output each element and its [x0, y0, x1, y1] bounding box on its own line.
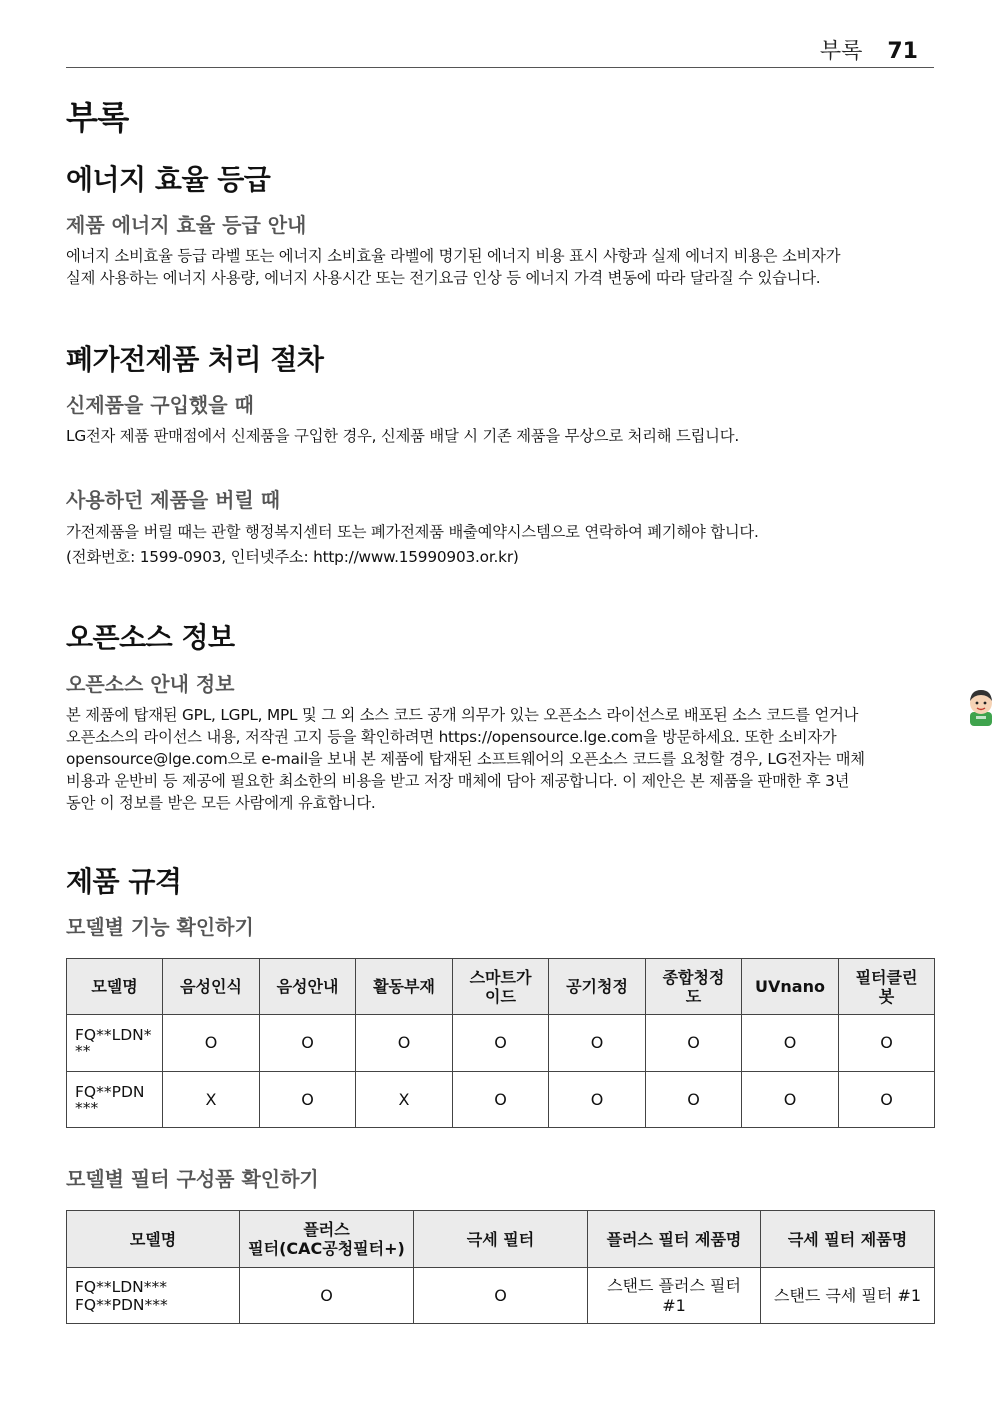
- used-product-line: (전화번호: 1599-0903, 인터넷주소: http://www.15990903.or.kr): [66, 548, 519, 566]
- filters-table: [66, 1210, 935, 1324]
- energy-line: 에너지 소비효율 등급 라벨 또는 에너지 소비효율 라벨에 명기된 에너지 비용 표시 사항과 실제 에너지 비용은 소비자가: [66, 247, 841, 265]
- opensource-title: 오픈소스 정보: [66, 621, 235, 654]
- table-header-cell: 모델명: [67, 1211, 240, 1268]
- features-table: [66, 958, 935, 1128]
- disposal-title: 폐가전제품 처리 절차: [66, 343, 324, 376]
- energy-text: [66, 245, 934, 289]
- table-cell: O: [356, 1015, 453, 1072]
- table-cell-model: FQ**LDN*** FQ**PDN***: [67, 1268, 240, 1324]
- header-right: [820, 34, 918, 65]
- table-cell: X: [163, 1072, 260, 1128]
- table-cell: O: [453, 1072, 549, 1128]
- spec-title: 제품 규격: [66, 865, 182, 898]
- opensource-line: opensource@lge.com으로 e-mail을 보내 본 제품에 탑재된 소프트웨어의 오픈소스 코드를 요청할 경우, LG전자는 매체: [66, 750, 865, 768]
- page-title: 부록: [66, 98, 129, 137]
- new-product-text: LG전자 제품 판매점에서 신제품을 구입한 경우, 신제품 배달 시 기존 제품을 무상으로 처리해 드립니다.: [66, 427, 739, 445]
- features-subtitle: 모델별 기능 확인하기: [66, 915, 254, 939]
- table-header-cell: 필터클린 봇: [839, 959, 935, 1015]
- table-header-cell: 플러스 필터(CAC공청필터+): [240, 1211, 414, 1268]
- page-number: 71: [887, 39, 918, 64]
- table-header-cell: 극세 필터: [414, 1211, 588, 1268]
- table-cell: O: [549, 1015, 646, 1072]
- table-header-cell: 공기청정: [549, 959, 646, 1015]
- table-cell: O: [839, 1015, 935, 1072]
- table-header-cell: 음성인식: [163, 959, 260, 1015]
- table-cell: O: [240, 1268, 414, 1324]
- table-cell: O: [163, 1015, 260, 1072]
- table-cell: O: [414, 1268, 588, 1324]
- table-cell: O: [742, 1072, 839, 1128]
- table-header-cell: 극세 필터 제품명: [761, 1211, 935, 1268]
- table-row: [67, 1015, 935, 1072]
- table-cell: O: [549, 1072, 646, 1128]
- table-cell: X: [356, 1072, 453, 1128]
- table-cell: O: [453, 1015, 549, 1072]
- page-header: [66, 30, 934, 68]
- opensource-subtitle: 오픈소스 안내 정보: [66, 672, 235, 696]
- table-header-cell: 음성안내: [260, 959, 356, 1015]
- table-cell: O: [839, 1072, 935, 1128]
- mascot-icon: [962, 686, 1000, 726]
- table-cell: O: [260, 1015, 356, 1072]
- table-header-cell: 종합청정 도: [646, 959, 742, 1015]
- table-header-cell: 모델명: [67, 959, 163, 1015]
- table-cell-model: FQ**PDN ***: [67, 1072, 163, 1128]
- table-cell: 스탠드 플러스 필터 #1: [588, 1268, 761, 1324]
- table-header-row: [67, 1211, 935, 1268]
- energy-line: 실제 사용하는 에너지 사용량, 에너지 사용시간 또는 전기요금 인상 등 에너지 가격 변동에 따라 달라질 수 있습니다.: [66, 269, 821, 287]
- table-cell: O: [260, 1072, 356, 1128]
- opensource-line: 비용과 운반비 등 제공에 필요한 최소한의 비용을 받고 저장 매체에 담아 제공합니다. 이 제안은 본 제품을 판매한 후 3년: [66, 772, 850, 790]
- new-product-subtitle: 신제품을 구입했을 때: [66, 393, 254, 417]
- filters-subtitle: 모델별 필터 구성품 확인하기: [66, 1167, 319, 1191]
- energy-title: 에너지 효율 등급: [66, 163, 271, 196]
- table-header-cell: 활동부재: [356, 959, 453, 1015]
- used-product-text: [66, 520, 934, 570]
- table-row: [67, 1268, 935, 1324]
- opensource-line: 오픈소스의 라이선스 내용, 저작권 고지 등을 확인하려면 https://opensource.lge.com을 방문하세요. 또한 소비자가: [66, 728, 837, 746]
- used-product-line: 가전제품을 버릴 때는 관할 행정복지센터 또는 폐가전제품 배출예약시스템으로 연락하여 폐기해야 합니다.: [66, 523, 759, 541]
- table-header-cell: UVnano: [742, 959, 839, 1015]
- opensource-line: 본 제품에 탑재된 GPL, LGPL, MPL 및 그 외 소스 코드 공개 의무가 있는 오픈소스 라이선스로 배포된 소스 코드를 얻거나: [66, 706, 859, 724]
- table-cell: 스탠드 극세 필터 #1: [761, 1268, 935, 1324]
- table-header-cell: 플러스 필터 제품명: [588, 1211, 761, 1268]
- table-header-cell: 스마트가 이드: [453, 959, 549, 1015]
- table-header-row: [67, 959, 935, 1015]
- opensource-text: [66, 704, 934, 814]
- header-section: 부록: [819, 39, 863, 64]
- used-product-subtitle: 사용하던 제품을 버릴 때: [66, 488, 281, 512]
- table-cell: O: [742, 1015, 839, 1072]
- table-row: [67, 1072, 935, 1128]
- opensource-line: 동안 이 정보를 받은 모든 사람에게 유효합니다.: [66, 794, 376, 812]
- energy-subtitle: 제품 에너지 효율 등급 안내: [66, 213, 307, 237]
- table-cell: O: [646, 1015, 742, 1072]
- table-cell: O: [646, 1072, 742, 1128]
- table-cell-model: FQ**LDN* **: [67, 1015, 163, 1072]
